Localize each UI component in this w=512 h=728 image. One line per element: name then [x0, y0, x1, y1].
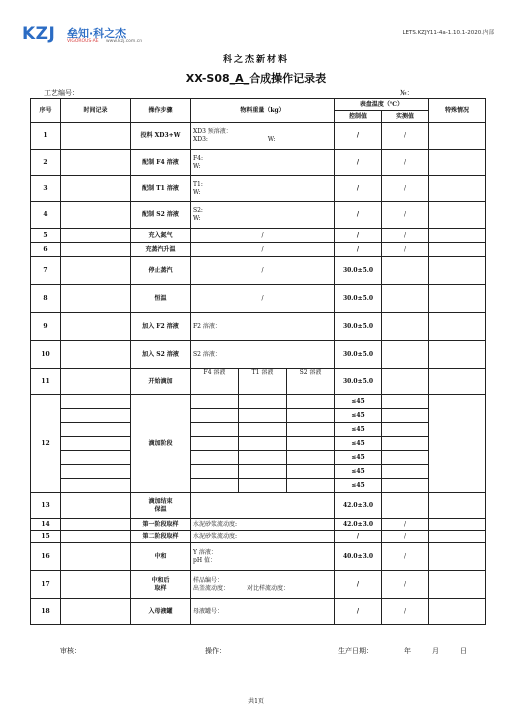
material-cell[interactable]: [191, 243, 335, 257]
seq-cell: 6: [31, 243, 61, 257]
time-input[interactable]: [61, 369, 131, 395]
measured-value[interactable]: /: [382, 202, 429, 229]
dropping-amount-input[interactable]: [287, 409, 335, 423]
title-version: _A_: [229, 72, 250, 85]
table-row: [31, 257, 486, 285]
dropping-amount-input[interactable]: [239, 479, 287, 493]
measured-value[interactable]: [382, 313, 429, 341]
logo-brand: KZJ: [22, 24, 56, 44]
measured-value[interactable]: [382, 493, 429, 519]
material-cell[interactable]: [191, 571, 335, 599]
control-value: /: [335, 599, 382, 625]
step-cell: 配制 S2 溶液: [131, 202, 191, 229]
dropping-amount-input[interactable]: [239, 451, 287, 465]
header-material: 物料重量（kg）: [191, 99, 335, 123]
dropping-solution-cell[interactable]: [239, 369, 287, 395]
material-label: F4:: [193, 154, 204, 162]
step-cell: 恒温: [131, 285, 191, 313]
table-row: [31, 571, 486, 599]
seq-cell: 9: [31, 313, 61, 341]
material-label: W:: [267, 136, 276, 143]
control-value: /: [335, 202, 382, 229]
time-input[interactable]: [61, 599, 131, 625]
header-control: 控制值: [335, 111, 382, 123]
material-label: T1:: [193, 180, 203, 188]
material-cell[interactable]: [191, 257, 335, 285]
material-value: /: [261, 245, 264, 253]
seq-cell: 17: [31, 571, 61, 599]
control-value: /: [335, 243, 382, 257]
seq-cell: 12: [31, 395, 61, 493]
special-input[interactable]: [429, 123, 486, 150]
control-value: 30.0±5.0: [335, 369, 382, 395]
header-temp: 表盘温度（℃）: [335, 99, 429, 111]
special-input[interactable]: [429, 493, 486, 519]
time-input[interactable]: [61, 285, 131, 313]
material-cell[interactable]: [191, 531, 335, 543]
dropping-amount-input[interactable]: [191, 437, 239, 451]
header-time: 时间记录: [61, 99, 131, 123]
seq-cell: 11: [31, 369, 61, 395]
dropping-amount-input[interactable]: [287, 395, 335, 409]
control-value: ≤45: [335, 479, 382, 493]
measured-value[interactable]: [382, 341, 429, 369]
special-input[interactable]: [429, 150, 486, 176]
control-value: ≤45: [335, 437, 382, 451]
control-value: ≤45: [335, 465, 382, 479]
table-row: [31, 423, 486, 437]
material-label: S2:: [193, 207, 203, 214]
footer-date: 生产日期：: [338, 647, 373, 655]
time-input[interactable]: [61, 543, 131, 571]
time-input[interactable]: [61, 451, 131, 465]
control-value: 30.0±5.0: [335, 285, 382, 313]
table-row: [31, 543, 486, 571]
time-input[interactable]: [61, 313, 131, 341]
craft-number-label: 工艺编号：: [44, 89, 79, 97]
record-table: [30, 98, 486, 625]
measured-value[interactable]: [382, 369, 429, 395]
material-cell[interactable]: [191, 150, 335, 176]
footer-review: 审核：: [60, 647, 81, 655]
dropping-solution-cell[interactable]: [191, 369, 239, 395]
table-row: [31, 202, 486, 229]
time-input[interactable]: [61, 493, 131, 519]
logo-subtitle: VIGOROUS·AE: [67, 39, 99, 44]
measured-value[interactable]: /: [382, 229, 429, 243]
dropping-amount-input[interactable]: [239, 465, 287, 479]
page-count: 共1页: [248, 698, 264, 705]
seq-cell: 5: [31, 229, 61, 243]
time-input[interactable]: [61, 409, 131, 423]
control-value: ≤45: [335, 451, 382, 465]
company-name: 科之杰新材料: [222, 55, 289, 65]
control-value: 30.0±5.0: [335, 341, 382, 369]
special-input[interactable]: [429, 543, 486, 571]
seq-cell: 7: [31, 257, 61, 285]
table-row: [31, 479, 486, 493]
special-input[interactable]: [429, 341, 486, 369]
header-special: 特殊情况: [429, 99, 486, 123]
material-value: /: [261, 266, 264, 274]
step-cell: 加入 S2 溶液: [131, 341, 191, 369]
table-row: [31, 150, 486, 176]
dropping-amount-input[interactable]: [287, 451, 335, 465]
measured-value[interactable]: /: [382, 543, 429, 571]
material-label: 水泥砂浆流动度:: [193, 532, 238, 540]
material-cell[interactable]: [191, 313, 335, 341]
seq-cell: 10: [31, 341, 61, 369]
special-input[interactable]: [429, 313, 486, 341]
control-value: ≤45: [335, 409, 382, 423]
step-cell: 配制 T1 溶液: [131, 176, 191, 202]
measured-value[interactable]: /: [382, 571, 429, 599]
measured-value[interactable]: [382, 437, 429, 451]
record-number-label: №：: [400, 89, 414, 97]
table-row: [31, 395, 486, 409]
logo-url: www.kzj.com.cn: [106, 39, 143, 44]
measured-value[interactable]: [382, 409, 429, 423]
table-row: [31, 409, 486, 423]
control-value: 40.0±3.0: [335, 543, 382, 571]
material-label: pH 值：: [193, 556, 216, 564]
page-title: [0, 70, 512, 86]
material-cell[interactable]: [191, 341, 335, 369]
control-value: /: [335, 176, 382, 202]
special-input[interactable]: [429, 285, 486, 313]
measured-value[interactable]: [382, 465, 429, 479]
seq-cell: 2: [31, 150, 61, 176]
header-seq: 序号: [31, 99, 61, 123]
measured-value[interactable]: /: [382, 531, 429, 543]
dropping-amount-input[interactable]: [287, 465, 335, 479]
dropping-amount-input[interactable]: [191, 465, 239, 479]
step-cell: 第一阶段取样: [131, 519, 191, 531]
time-input[interactable]: [61, 123, 131, 150]
control-value: /: [335, 229, 382, 243]
dropping-solution-label: T1 溶液: [251, 369, 274, 376]
measured-value[interactable]: [382, 423, 429, 437]
table-row: [31, 229, 486, 243]
dropping-amount-input[interactable]: [287, 479, 335, 493]
step-cell: 充入氮气: [131, 229, 191, 243]
time-input[interactable]: [61, 202, 131, 229]
table-row: [31, 493, 486, 519]
control-value: 30.0±5.0: [335, 313, 382, 341]
seq-cell: 16: [31, 543, 61, 571]
measured-value[interactable]: [382, 395, 429, 409]
time-input[interactable]: [61, 531, 131, 543]
step-line: 取样: [154, 584, 167, 592]
material-cell[interactable]: [191, 543, 335, 571]
material-label: W:: [193, 162, 201, 170]
measured-value[interactable]: [382, 285, 429, 313]
measured-value[interactable]: /: [382, 599, 429, 625]
control-value: /: [335, 571, 382, 599]
step-cell: 滴加阶段: [131, 395, 191, 493]
dropping-amount-input[interactable]: [191, 479, 239, 493]
special-input[interactable]: [429, 176, 486, 202]
seq-cell: 8: [31, 285, 61, 313]
header-step: 操作步骤: [131, 99, 191, 123]
time-input[interactable]: [61, 519, 131, 531]
step-cell: 加入 F2 溶液: [131, 313, 191, 341]
footer-day: 日: [460, 647, 467, 655]
footer-operate: 操作：: [205, 647, 226, 655]
material-cell[interactable]: [191, 202, 335, 229]
step-cell: [131, 493, 191, 519]
step-cell: 停止蒸汽: [131, 257, 191, 285]
control-value: /: [335, 531, 382, 543]
measured-value[interactable]: [382, 479, 429, 493]
step-cell: 入母液罐: [131, 599, 191, 625]
table-row: [31, 341, 486, 369]
step-cell: 第二阶段取样: [131, 531, 191, 543]
special-input[interactable]: [429, 395, 486, 493]
table-row: [31, 531, 486, 543]
time-input[interactable]: [61, 176, 131, 202]
dropping-amount-input[interactable]: [191, 423, 239, 437]
table-row: [31, 599, 486, 625]
material-cell[interactable]: [191, 285, 335, 313]
time-input[interactable]: [61, 229, 131, 243]
material-label: F2 溶液：: [193, 322, 221, 330]
material-label: 水泥砂浆流动度:: [193, 520, 238, 528]
dropping-amount-input[interactable]: [287, 423, 335, 437]
control-value: 42.0±3.0: [335, 493, 382, 519]
special-input[interactable]: [429, 257, 486, 285]
step-cell: 中和: [131, 543, 191, 571]
step-cell: 充蒸汽升温: [131, 243, 191, 257]
step-line: 中和后: [151, 576, 170, 584]
special-input[interactable]: [429, 243, 486, 257]
step-line: 保温: [154, 505, 167, 513]
seq-cell: 4: [31, 202, 61, 229]
title-suffix: 合成操作记录表: [249, 72, 327, 85]
step-line: 滴加结束: [148, 497, 173, 505]
material-cell[interactable]: [191, 599, 335, 625]
special-input[interactable]: [429, 519, 486, 531]
header-measured: 实测值: [382, 111, 429, 123]
material-label: Y 溶液：: [193, 548, 217, 556]
company-logo: [22, 22, 162, 48]
dropping-amount-input[interactable]: [287, 437, 335, 451]
material-value: /: [261, 231, 264, 239]
dropping-solution-label: S2 溶液: [299, 369, 322, 376]
time-input[interactable]: [61, 437, 131, 451]
dropping-amount-input[interactable]: [191, 409, 239, 423]
dropping-amount-input[interactable]: [239, 437, 287, 451]
table-row: [31, 285, 486, 313]
time-input[interactable]: [61, 423, 131, 437]
special-input[interactable]: [429, 202, 486, 229]
step-cell: 投料 XD3+W: [131, 123, 191, 150]
special-input[interactable]: [429, 229, 486, 243]
seq-cell: 3: [31, 176, 61, 202]
title-prefix: XX-S08: [185, 72, 230, 85]
special-input[interactable]: [429, 531, 486, 543]
time-input[interactable]: [61, 479, 131, 493]
table-row: [31, 123, 486, 150]
step-cell: 配制 F4 溶液: [131, 150, 191, 176]
dropping-amount-input[interactable]: [239, 409, 287, 423]
control-value: ≤45: [335, 423, 382, 437]
footer-month: 月: [432, 647, 439, 655]
material-cell[interactable]: [191, 519, 335, 531]
step-cell: 开始滴加: [131, 369, 191, 395]
seq-cell: 13: [31, 493, 61, 519]
material-label: XD3:: [193, 136, 208, 143]
special-input[interactable]: [429, 571, 486, 599]
material-label: S2 溶液：: [193, 350, 221, 358]
dropping-solution-label: F4 溶液: [203, 369, 226, 376]
dropping-amount-input[interactable]: [239, 423, 287, 437]
material-cell[interactable]: [191, 229, 335, 243]
material-label: 样品编号：: [193, 576, 224, 584]
material-label: 出釜流动度：: [193, 584, 230, 592]
seq-cell: 14: [31, 519, 61, 531]
material-label: XD3 预溶液：: [193, 128, 232, 135]
table-row: [31, 176, 486, 202]
measured-value[interactable]: /: [382, 243, 429, 257]
seq-cell: 18: [31, 599, 61, 625]
measured-value[interactable]: /: [382, 176, 429, 202]
control-value: /: [335, 123, 382, 150]
time-input[interactable]: [61, 150, 131, 176]
measured-value[interactable]: /: [382, 519, 429, 531]
measured-value[interactable]: /: [382, 123, 429, 150]
material-cell[interactable]: [191, 493, 335, 519]
dropping-amount-input[interactable]: [191, 451, 239, 465]
measured-value[interactable]: /: [382, 150, 429, 176]
seq-cell: 15: [31, 531, 61, 543]
step-cell: [131, 571, 191, 599]
logo-cn-name: 垒知·科之杰: [67, 27, 127, 40]
material-cell[interactable]: [191, 176, 335, 202]
material-label: 母液罐号：: [193, 607, 224, 615]
material-label: W:: [193, 215, 201, 222]
table-row: [31, 369, 486, 395]
material-label: 对比样流动度：: [247, 584, 290, 592]
dropping-amount-input[interactable]: [239, 395, 287, 409]
time-input[interactable]: [61, 257, 131, 285]
dropping-solution-cell[interactable]: [287, 369, 335, 395]
material-value: /: [261, 294, 264, 302]
control-value: ≤45: [335, 395, 382, 409]
time-input[interactable]: [61, 395, 131, 409]
table-row: [31, 437, 486, 451]
time-input[interactable]: [61, 341, 131, 369]
special-input[interactable]: [429, 599, 486, 625]
table-row: [31, 451, 486, 465]
time-input[interactable]: [61, 465, 131, 479]
time-input[interactable]: [61, 243, 131, 257]
control-value: 30.0±5.0: [335, 257, 382, 285]
time-input[interactable]: [61, 571, 131, 599]
seq-cell: 1: [31, 123, 61, 150]
document-number: LETS.KZJY11-4a-1.10.1-2020.内部: [402, 30, 494, 36]
measured-value[interactable]: [382, 257, 429, 285]
table-row: [31, 519, 486, 531]
material-cell[interactable]: [191, 123, 335, 150]
dropping-amount-input[interactable]: [191, 395, 239, 409]
table-row: [31, 313, 486, 341]
control-value: 42.0±3.0: [335, 519, 382, 531]
special-input[interactable]: [429, 369, 486, 395]
material-label: W:: [193, 188, 201, 196]
measured-value[interactable]: [382, 451, 429, 465]
table-row: [31, 243, 486, 257]
table-row: [31, 465, 486, 479]
footer-year: 年: [404, 647, 411, 655]
control-value: /: [335, 150, 382, 176]
